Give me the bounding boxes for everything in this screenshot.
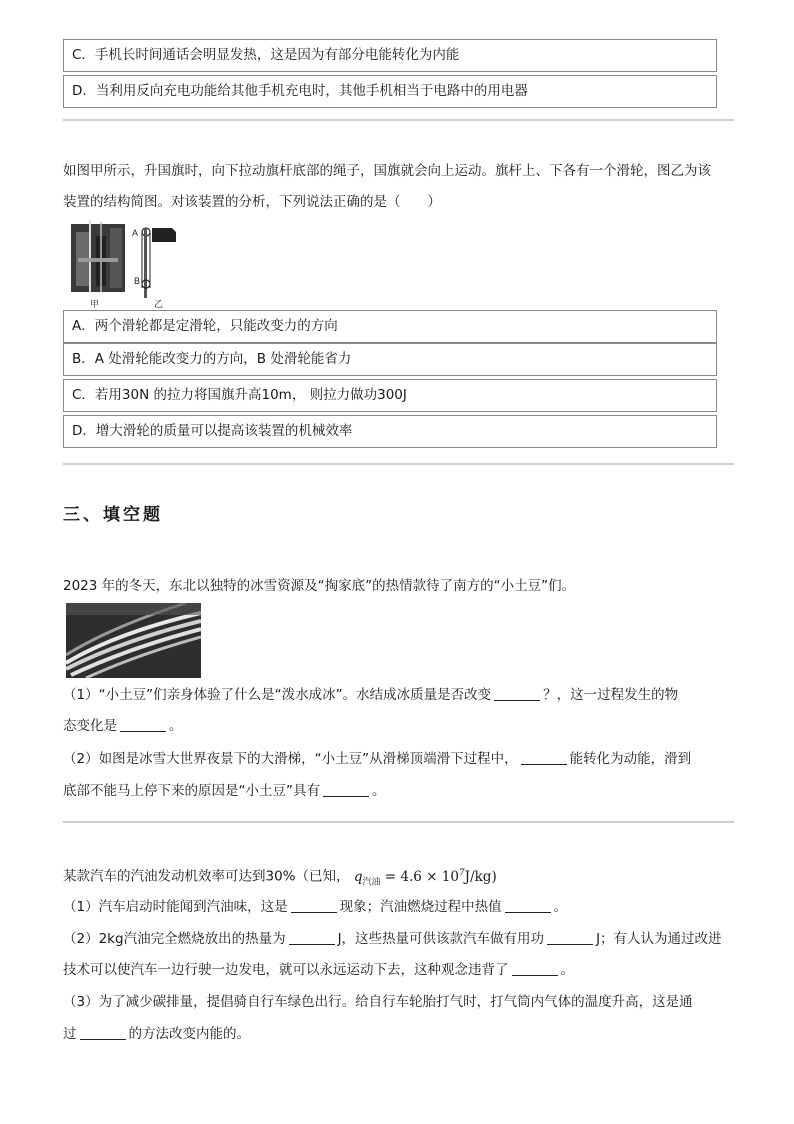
divider <box>63 821 734 823</box>
option-d[interactable]: D．当利用反向充电功能给其他手机充电时，其他手机相当于电路中的用电器 <box>63 75 717 108</box>
option-c[interactable]: C．手机长时间通话会明显发热，这是因为有部分电能转化为内能 <box>63 39 717 72</box>
flag-pulley-figure <box>68 218 188 310</box>
sub-question-1: （1）“小土豆”们亲身体验了什么是“泼水成冰”。水结成冰质量是否改变 ？，这一过程发生的物 <box>63 687 679 703</box>
caption-yi: 乙 <box>154 299 164 309</box>
question-stem-line: 某款汽车的汽油发动机效率可达到30%（已知， $q_{汽油} = 4.6 \times 10^7J/kg$) <box>63 868 497 888</box>
sub-question-2: （2）2kg汽油完全燃烧放出的热量为 J，这些热量可供该款汽车做有用功 J；有人认为通过改进 <box>63 931 722 947</box>
answer-blank[interactable] <box>80 1025 126 1040</box>
caption-jia: 甲 <box>90 299 100 309</box>
answer-blank[interactable] <box>289 930 335 945</box>
sub-question-2-cont: 底部不能马上停下来的原因是“小土豆”具有 。 <box>63 783 386 799</box>
slide-photo <box>66 603 201 678</box>
question-stem-line: 2023 年的冬天，东北以独特的冰雪资源及“掏家底”的热情款待了南方的“小土豆”们。 <box>63 578 576 594</box>
question-stem-line: 如图甲所示，升国旗时，向下拉动旗杆底部的绳子，国旗就会向上运动。旗杆上、下各有一个滑轮，图乙为该 <box>63 163 711 179</box>
divider <box>63 119 734 121</box>
answer-blank[interactable] <box>547 930 593 945</box>
answer-blank[interactable] <box>521 750 567 765</box>
heat-value-formula: $q_{汽油} = 4.6 \times 10^7J/kg$) <box>353 868 497 888</box>
sub-question-2: （2）如图是冰雪大世界夜景下的大滑梯，“小土豆”从滑梯顶端滑下过程中， 能转化为动能，滑到 <box>63 751 692 767</box>
sub-question-1-cont: 态变化是 。 <box>63 718 183 734</box>
answer-blank[interactable] <box>323 782 369 797</box>
answer-blank[interactable] <box>120 717 166 732</box>
sub-question-3-cont: 过 的方法改变内能的。 <box>63 1026 250 1042</box>
option-d[interactable]: D．增大滑轮的质量可以提高该装置的机械效率 <box>63 415 717 448</box>
question-stem-line: 装置的结构简图。对该装置的分析，下列说法正确的是（ ） <box>63 194 441 210</box>
answer-blank[interactable] <box>494 686 540 701</box>
answer-blank[interactable] <box>291 898 337 913</box>
answer-blank[interactable] <box>505 898 551 913</box>
option-c[interactable]: C．若用30N 的拉力将国旗升高10m， 则拉力做功300J <box>63 379 717 412</box>
sub-question-1: （1）汽车启动时能闻到汽油味，这是 现象；汽油燃烧过程中热值 。 <box>63 899 568 915</box>
option-a[interactable]: A．两个滑轮都是定滑轮，只能改变力的方向 <box>63 310 717 343</box>
sub-question-2-cont: 技术可以使汽车一边行驶一边发电，就可以永远运动下去，这种观念违背了 。 <box>63 962 574 978</box>
option-b[interactable]: B．A 处滑轮能改变力的方向，B 处滑轮能省力 <box>63 343 717 376</box>
label-b: B <box>134 276 141 286</box>
section-title: 三、填空题 <box>63 505 163 525</box>
sub-question-3: （3）为了减少碳排量，提倡骑自行车绿色出行。给自行车轮胎打气时，打气筒内气体的温度升高，这是通 <box>63 994 693 1010</box>
label-a: A <box>132 228 139 238</box>
answer-blank[interactable] <box>512 961 558 976</box>
divider <box>63 463 734 465</box>
